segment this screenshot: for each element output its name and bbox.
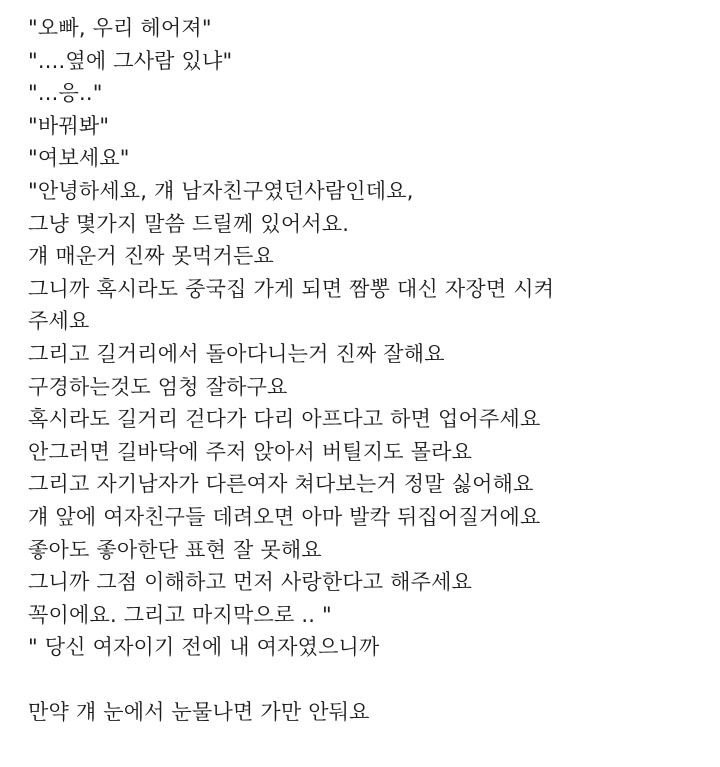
text-line: "...응.." <box>28 81 103 106</box>
text-line: "여보세요" <box>28 146 130 171</box>
text-line: "안녕하세요, 걔 남자친구였던사람인데요, <box>28 178 414 203</box>
text-line: 주세요 <box>28 309 90 334</box>
text-line: 걔 앞에 여자친구들 데려오면 아마 발칵 뒤집어질거에요 <box>28 504 541 529</box>
text-line: 만약 걔 눈에서 눈물나면 가만 안둬요 <box>28 700 370 725</box>
text-line: 그니까 혹시라도 중국집 가게 되면 짬뽕 대신 자장면 시켜 <box>28 276 555 301</box>
text-line: 그리고 자기남자가 다른여자 쳐다보는거 정말 싫어해요 <box>28 472 534 497</box>
message-text <box>28 12 708 729</box>
text-line: 그리고 길거리에서 돌아다니는거 진짜 잘해요 <box>28 341 445 366</box>
text-line: 혹시라도 길거리 걷다가 다리 아프다고 하면 업어주세요 <box>28 407 541 432</box>
text-line: 안그러면 길바닥에 주저 앉아서 버틸지도 몰라요 <box>28 439 473 464</box>
text-line: 구경하는것도 엄청 잘하구요 <box>28 374 288 399</box>
text-line: "오빠, 우리 헤어져" <box>28 16 212 40</box>
text-line: 좋아도 좋아한단 표현 잘 못해요 <box>28 537 322 562</box>
text-line: 그니까 그점 이해하고 먼저 사랑한다고 해주세요 <box>28 570 473 595</box>
text-line: 걔 매운거 진짜 못먹거든요 <box>28 244 274 269</box>
text-line: 꼭이에요. 그리고 마지막으로 .. " <box>28 602 332 627</box>
blank-line <box>28 664 708 697</box>
text-line: 그냥 몇가지 말씀 드릴께 있어서요. <box>28 211 350 236</box>
text-line: " 당신 여자이기 전에 내 여자였으니까 <box>28 635 380 660</box>
text-line: "바꿔봐" <box>28 113 110 138</box>
text-line: "....옆에 그사람 있냐" <box>28 48 233 73</box>
